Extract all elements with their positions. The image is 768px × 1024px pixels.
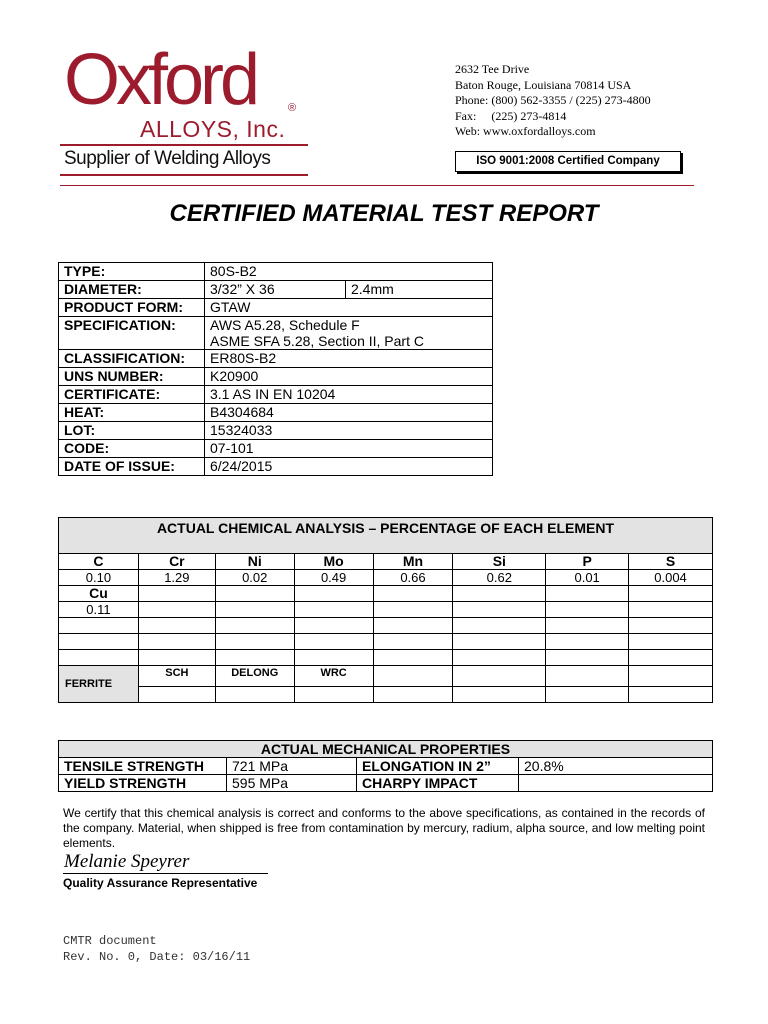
table-row	[59, 440, 493, 458]
element-cell: Mn	[373, 554, 453, 570]
date-value: 6/24/2015	[205, 458, 493, 476]
company-logo	[60, 40, 320, 178]
value-cell: 0.01	[546, 570, 629, 586]
empty-cell	[373, 586, 453, 602]
address-city: Baton Rouge, Louisiana 70814 USA	[455, 77, 632, 92]
specification-label: SPECIFICATION:	[59, 317, 205, 350]
lot-value: 15324033	[205, 422, 493, 440]
element-row	[59, 586, 713, 602]
empty-cell	[546, 602, 629, 618]
table-row	[59, 350, 493, 368]
charpy-label: CHARPY IMPACT	[357, 775, 519, 792]
table-row	[59, 775, 713, 792]
empty-cell	[453, 666, 546, 687]
value-cell: 0.02	[215, 570, 294, 586]
uns-label: UNS NUMBER:	[59, 368, 205, 386]
ferrite-method-delong: DELONG	[215, 666, 294, 687]
table-row	[59, 404, 493, 422]
logo-tagline: Supplier of Welding Alloys	[64, 148, 271, 169]
empty-cell	[215, 602, 294, 618]
logo-wordmark: Oxford	[64, 40, 257, 120]
table-header-row	[59, 741, 713, 758]
elongation-label: ELONGATION IN 2”	[357, 758, 519, 775]
empty-cell	[215, 586, 294, 602]
classification-value: ER80S-B2	[205, 350, 493, 368]
value-row	[59, 570, 713, 586]
element-cell: Si	[453, 554, 546, 570]
empty-cell	[138, 602, 215, 618]
empty-cell	[453, 602, 546, 618]
empty-cell	[294, 586, 373, 602]
empty-cell	[629, 586, 713, 602]
certification-statement: We certify that this chemical analysis is correct and conforms to the above specifications, as contained in the records of the company. Material, when shipped is free from contamination by mercury, radium, alpha source, and low melting point elements.	[63, 806, 705, 850]
specification-line-1: AWS A5.28, Schedule F	[210, 317, 360, 333]
diameter-value-metric: 2.4mm	[346, 281, 493, 299]
empty-cell	[629, 602, 713, 618]
value-cell: 1.29	[138, 570, 215, 586]
yield-value: 595 MPa	[227, 775, 357, 792]
table-row	[59, 317, 493, 350]
iso-badge: ISO 9001:2008 Certified Company	[455, 151, 681, 172]
table-row	[59, 758, 713, 775]
table-row	[59, 386, 493, 404]
element-cell: S	[629, 554, 713, 570]
element-cell: Mo	[294, 554, 373, 570]
empty-row	[59, 634, 713, 650]
address-street: 2632 Tee Drive	[455, 62, 530, 76]
code-label: CODE:	[59, 440, 205, 458]
ferrite-row	[59, 666, 713, 687]
chem-header: ACTUAL CHEMICAL ANALYSIS – PERCENTAGE OF EACH ELEMENT	[59, 518, 713, 554]
logo-divider-bottom	[60, 174, 308, 176]
logo-divider	[60, 144, 308, 146]
element-cell: Ni	[215, 554, 294, 570]
date-label: DATE OF ISSUE:	[59, 458, 205, 476]
footer-revision: Rev. No. 0, Date: 03/16/11	[63, 949, 251, 964]
lot-label: LOT:	[59, 422, 205, 440]
type-label: TYPE:	[59, 263, 205, 281]
table-row	[59, 368, 493, 386]
value-cell: 0.62	[453, 570, 546, 586]
table-row	[59, 263, 493, 281]
tensile-value: 721 MPa	[227, 758, 357, 775]
uns-value: K20900	[205, 368, 493, 386]
element-cell: Cu	[59, 586, 139, 602]
value-cell: 0.66	[373, 570, 453, 586]
empty-cell	[629, 666, 713, 687]
heat-value: B4304684	[205, 404, 493, 422]
mechanical-properties-table	[58, 740, 713, 792]
yield-label: YIELD STRENGTH	[59, 775, 227, 792]
signature-line	[63, 873, 268, 874]
table-row	[59, 458, 493, 476]
value-cell: 0.10	[59, 570, 139, 586]
certificate-label: CERTIFICATE:	[59, 386, 205, 404]
address-web: Web: www.oxfordalloys.com	[455, 124, 596, 138]
value-cell: 0.004	[629, 570, 713, 586]
element-row	[59, 554, 713, 570]
empty-cell	[546, 586, 629, 602]
empty-cell	[138, 586, 215, 602]
elongation-value: 20.8%	[519, 758, 713, 775]
diameter-value: 3/32” X 36	[205, 281, 346, 299]
ferrite-method-wrc: WRC	[294, 666, 373, 687]
table-row	[59, 281, 493, 299]
table-header-row	[59, 518, 713, 554]
ferrite-label: FERRITE	[59, 666, 139, 703]
element-cell: P	[546, 554, 629, 570]
certificate-value: 3.1 AS IN EN 10204	[205, 386, 493, 404]
empty-cell	[373, 602, 453, 618]
table-row	[59, 299, 493, 317]
specification-line-2: ASME SFA 5.28, Section II, Part C	[210, 333, 424, 349]
ferrite-value-row	[59, 687, 713, 703]
heat-label: HEAT:	[59, 404, 205, 422]
company-address	[455, 62, 651, 140]
address-fax: Fax: (225) 273-4814	[455, 108, 567, 123]
diameter-label: DIAMETER:	[59, 281, 205, 299]
footer-doc-name: CMTR document	[63, 934, 157, 948]
empty-row	[59, 650, 713, 666]
tensile-label: TENSILE STRENGTH	[59, 758, 227, 775]
header-rule	[60, 185, 694, 186]
page-title: CERTIFIED MATERIAL TEST REPORT	[169, 200, 599, 227]
empty-cell	[546, 666, 629, 687]
logo-alloys-text: ALLOYS, Inc.	[140, 116, 286, 142]
empty-cell	[294, 602, 373, 618]
ferrite-method-sch: SCH	[138, 666, 215, 687]
value-row	[59, 602, 713, 618]
element-cell: Cr	[138, 554, 215, 570]
value-cell: 0.49	[294, 570, 373, 586]
classification-label: CLASSIFICATION:	[59, 350, 205, 368]
qa-title: Quality Assurance Representative	[63, 876, 258, 890]
element-cell: C	[59, 554, 139, 570]
charpy-value	[519, 775, 713, 792]
signature: Melanie Speyrer	[64, 851, 190, 872]
specification-value	[205, 317, 493, 350]
product-form-value: GTAW	[205, 299, 493, 317]
mech-header: ACTUAL MECHANICAL PROPERTIES	[59, 741, 713, 758]
table-row	[59, 422, 493, 440]
value-cell: 0.11	[59, 602, 139, 618]
product-info-table	[58, 262, 493, 476]
chemical-analysis-table	[58, 517, 713, 703]
empty-cell	[453, 586, 546, 602]
document-footer	[63, 934, 250, 965]
product-form-label: PRODUCT FORM:	[59, 299, 205, 317]
address-phone: Phone: (800) 562-3355 / (225) 273-4800	[455, 93, 651, 107]
code-value: 07-101	[205, 440, 493, 458]
registered-mark: ®	[288, 102, 297, 114]
empty-cell	[373, 666, 453, 687]
type-value: 80S-B2	[205, 263, 493, 281]
empty-row	[59, 618, 713, 634]
